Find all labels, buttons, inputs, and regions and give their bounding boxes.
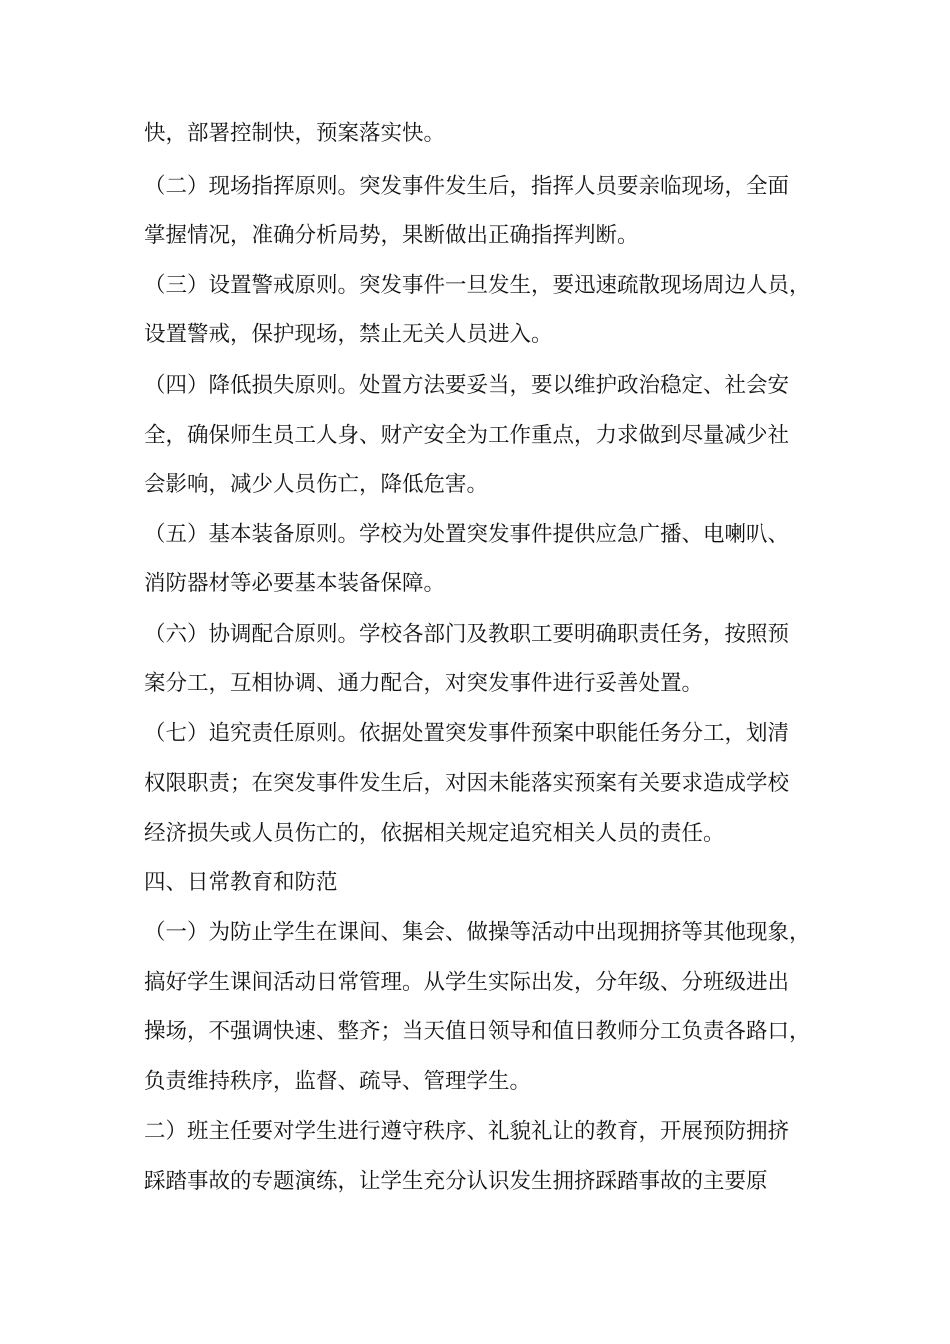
text-line: 会影响，减少人员伤亡，降低危害。 <box>144 472 489 497</box>
text-line: （四）降低损失原则。处置方法要妥当，要以维护政治稳定、社会安 <box>144 373 790 398</box>
text-line: （七）追究责任原则。依据处置突发事件预案中职能任务分工，划清 <box>144 721 790 746</box>
text-line: （五）基本装备原则。学校为处置突发事件提供应急广播、电喇叭、 <box>144 522 790 547</box>
section-heading: 四、日常教育和防范 <box>144 870 338 895</box>
text-line: 踩踏事故的专题演练，让学生充分认识发生拥挤踩踏事故的主要原 <box>144 1169 768 1194</box>
text-line: 负责维持秩序，监督、疏导、管理学生。 <box>144 1069 532 1094</box>
text-line: 消防器材等必要基本装备保障。 <box>144 571 446 596</box>
text-line: （二）现场指挥原则。突发事件发生后，指挥人员要亲临现场，全面 <box>144 174 790 199</box>
text-line: 设置警戒，保护现场，禁止无关人员进入。 <box>144 322 553 347</box>
text-line: 搞好学生课间活动日常管理。从学生实际出发，分年级、分班级进出 <box>144 970 790 995</box>
text-line: 快，部署控制快，预案落实快。 <box>144 121 446 146</box>
text-line: 权限职责；在突发事件发生后，对因未能落实预案有关要求造成学校 <box>144 771 790 796</box>
text-line: （六）协调配合原则。学校各部门及教职工要明确职责任务，按照预 <box>144 622 790 647</box>
text-line: 经济损失或人员伤亡的，依据相关规定追究相关人员的责任。 <box>144 821 725 846</box>
text-line: 全，确保师生员工人身、财产安全为工作重点，力求做到尽量减少社 <box>144 423 790 448</box>
text-line: 操场，不强调快速、整齐；当天值日领导和值日教师分工负责各路口， <box>144 1019 811 1044</box>
text-line: 二）班主任要对学生进行遵守秩序、礼貌礼让的教育，开展预防拥挤 <box>144 1119 790 1144</box>
text-line: 掌握情况，准确分析局势，果断做出正确指挥判断。 <box>144 223 639 248</box>
text-line: 案分工，互相协调、通力配合，对突发事件进行妥善处置。 <box>144 671 704 696</box>
text-line: （一）为防止学生在课间、集会、做操等活动中出现拥挤等其他现象， <box>144 920 811 945</box>
text-line: （三）设置警戒原则。突发事件一旦发生，要迅速疏散现场周边人员， <box>144 273 811 298</box>
